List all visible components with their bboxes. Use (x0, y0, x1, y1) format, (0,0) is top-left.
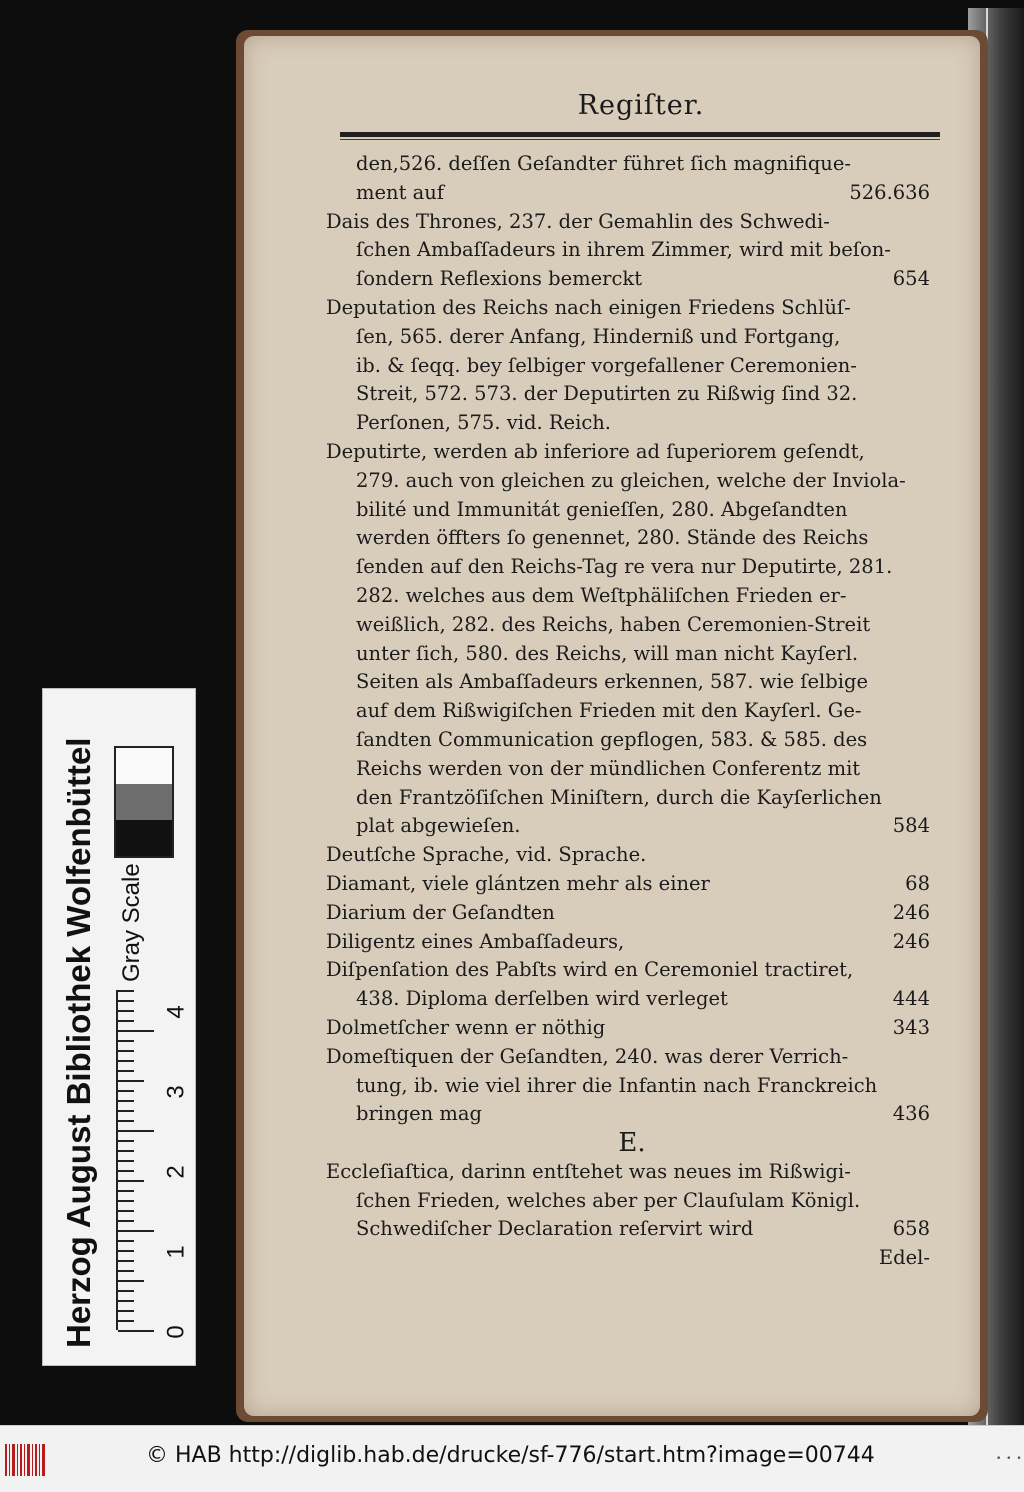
ruler-tick (118, 1180, 144, 1182)
register-line-text: ſenden auf den Reichs-Tag re vera nur Deputirte, 281. (356, 555, 893, 579)
register-line (326, 956, 938, 985)
register-line-text: unter ſich, 580. des Reichs, will man nicht Kayſerl. (356, 641, 859, 665)
footer-bar (0, 1425, 1024, 1492)
register-line-text: Deputation des Reichs nach einigen Friedens Schlüſ- (326, 295, 851, 319)
ruler-tick (118, 1220, 134, 1222)
scale-card-title (60, 688, 100, 1348)
register-line (326, 640, 938, 669)
register-line (326, 812, 938, 841)
register-line-text: Schwediſcher Declaration reſervirt wird (356, 1217, 754, 1241)
register-line (326, 467, 938, 496)
register-line-text: Deutſche Sprache, vid. Sprache. (326, 843, 647, 867)
register-line-text: Diarium der Geſandten (326, 900, 555, 924)
ruler-tick (118, 1040, 134, 1042)
register-line (326, 582, 938, 611)
register-line-text: werden öffters ſo genennet, 280. Stände des Reichs (356, 526, 869, 550)
register-page-number: 246 (892, 900, 930, 924)
register-line (326, 1215, 938, 1244)
register-line-text: Deputirte, werden ab inferiore ad ſuperiorem geſendt, (326, 439, 865, 463)
register-line-text: ment auf (356, 180, 445, 204)
ruler-tick (118, 1320, 134, 1322)
register-line-text: ſchen Ambaſſadeurs in ihrem Zimmer, wird mit beſon- (356, 238, 891, 262)
register-line-text: Dolmetſcher wenn er nöthig (326, 1015, 606, 1039)
register-line-text: 282. welches aus dem Weſtphäliſchen Frieden er- (356, 583, 847, 607)
header-rule-thin (340, 139, 940, 140)
register-page-number: 526.636 (849, 180, 930, 204)
ruler-tick (118, 1280, 144, 1282)
register-line (326, 496, 938, 525)
register-line (326, 438, 938, 467)
register-line (326, 1043, 938, 1072)
gray-scale-label-text: Gray Scale (118, 863, 145, 982)
ruler-tick (118, 1060, 134, 1062)
ruler-tick (118, 1070, 134, 1072)
ruler-tick (118, 1300, 134, 1302)
ruler-tick (118, 1260, 134, 1262)
register-page-number: 68 (905, 871, 930, 895)
ruler-number: 4 (162, 1005, 190, 1019)
ruler-tick (118, 1250, 134, 1252)
ruler-tick (118, 1290, 134, 1292)
register-line (326, 668, 938, 697)
ruler-tick (118, 1210, 134, 1212)
register-line (326, 294, 938, 323)
register-line-text: weißlich, 282. des Reichs, haben Ceremonien-Streit (356, 612, 871, 636)
register-line (326, 179, 938, 208)
ruler-tick (118, 1050, 134, 1052)
gray-swatch-white (114, 746, 174, 786)
register-line (326, 697, 938, 726)
ruler-number: 1 (162, 1245, 190, 1259)
ruler-tick (118, 1140, 134, 1142)
ruler-tick (118, 1100, 134, 1102)
ruler-number: 3 (162, 1085, 190, 1099)
register-line (326, 1129, 938, 1158)
register-line-text: bilité und Immunitát genieſſen, 280. Abgeſandten (356, 497, 848, 521)
ruler-tick (118, 1310, 134, 1312)
register-line-text: Reichs werden von der mündlichen Conferentz mit (356, 756, 861, 780)
register-line-text: Diſpenſation des Pabſts wird en Ceremoniel tractiret, (326, 958, 854, 982)
gray-swatch-black (114, 820, 174, 858)
register-line (326, 784, 938, 813)
register-line-text: auf dem Rißwigiſchen Frieden mit den Kayſerl. Ge- (356, 699, 862, 723)
ruler-tick (118, 1240, 134, 1242)
register-line-text: ib. & ſeqq. bey ſelbiger vorgefallener Ceremonien- (356, 353, 857, 377)
ruler-tick (118, 1230, 154, 1232)
register-page-number: 658 (892, 1217, 930, 1241)
register-line (326, 1100, 938, 1129)
register-line (326, 1244, 938, 1273)
register-page-number: 444 (892, 987, 930, 1011)
register-line-text: tung, ib. wie viel ihrer die Infantin nach Franckreich (356, 1073, 878, 1097)
ruler (116, 990, 158, 1330)
header-title: Regiſter. (577, 90, 705, 121)
ruler-tick (118, 1270, 134, 1272)
register-line-text: 279. auch von gleichen zu gleichen, welche der Inviola- (356, 468, 906, 492)
register-line (326, 1072, 938, 1101)
register-line (326, 409, 938, 438)
barcode-icon (4, 1440, 48, 1480)
register-line (326, 208, 938, 237)
ruler-tick (118, 1110, 134, 1112)
scale-card-title-text: Herzog August Bibliothek Wolfenbüttel (60, 737, 97, 1348)
register-line (326, 870, 938, 899)
register-line-text: ſondern Reflexions bemerckt (356, 267, 643, 291)
register-line-text: den,526. deſſen Geſandter führet ſich magnifique- (356, 152, 851, 175)
register-line-text: plat abgewieſen. (356, 814, 521, 838)
ruler-tick (118, 1170, 134, 1172)
register-line-text: 438. Diploma derſelben wird verleget (356, 987, 728, 1011)
register-line (326, 236, 938, 265)
register-line (326, 755, 938, 784)
register-line (326, 985, 938, 1014)
register-line-text: Diamant, viele glántzen mehr als einer (326, 871, 710, 895)
register-line-text: ſen, 565. derer Anfang, Hinderniß und Fortgang, (356, 324, 841, 348)
ruler-tick (118, 1000, 134, 1002)
ruler-number: 0 (162, 1325, 190, 1339)
register-line-text: Domeſtiquen der Geſandten, 240. was derer Verrich- (326, 1044, 849, 1068)
register-line-text: Streit, 572. 573. der Deputirten zu Rißwig ſind 32. (356, 382, 858, 406)
register-page-number: 246 (892, 929, 930, 953)
register-line (326, 611, 938, 640)
register-line (326, 380, 938, 409)
register-page-number: 343 (892, 1015, 930, 1039)
register-line-text: Seiten als Ambaſſadeurs erkennen, 587. wie ſelbige (356, 670, 869, 694)
ruler-tick (118, 1010, 134, 1012)
ruler-tick (118, 1200, 134, 1202)
register-line (326, 1014, 938, 1043)
ruler-tick (118, 1130, 154, 1132)
register-line-text: ſchen Frieden, welches aber per Clauſulam Königl. (356, 1188, 861, 1212)
register-page-number: Edel- (878, 1246, 930, 1270)
register-line-text: E. (618, 1128, 646, 1159)
ruler-tick (118, 1020, 134, 1022)
register-page-number: 584 (892, 814, 930, 838)
register-entries (326, 150, 938, 1273)
register-line (326, 899, 938, 928)
header-rule (340, 132, 940, 137)
ruler-tick (118, 1120, 134, 1122)
register-page-number: 436 (892, 1102, 930, 1126)
gray-swatch-mid (114, 784, 174, 820)
register-line (326, 524, 938, 553)
register-line (326, 265, 938, 294)
register-line (326, 323, 938, 352)
footer-copyright-link[interactable]: © HAB http://diglib.hab.de/drucke/sf-776/start.htm?image=00744 (146, 1443, 875, 1468)
ruler-tick (118, 1330, 154, 1332)
register-line-text: ſandten Communication gepflogen, 583. & 585. des (356, 727, 868, 751)
ruler-tick (118, 1150, 134, 1152)
ruler-tick (118, 1190, 134, 1192)
register-line-text: den Frantzöſiſchen Miniſtern, durch die Kayſerlichen (356, 785, 882, 809)
register-line (326, 352, 938, 381)
ruler-tick (118, 990, 134, 992)
register-line (326, 150, 938, 179)
ruler-tick (118, 1160, 134, 1162)
gray-scale-label (118, 862, 158, 982)
ruler-tick (118, 1080, 144, 1082)
register-line (326, 553, 938, 582)
ruler-tick (118, 1030, 154, 1032)
register-line (326, 726, 938, 755)
register-line (326, 1187, 938, 1216)
register-page-number: 654 (892, 267, 930, 291)
register-line-text: Diligentz eines Ambaſſadeurs, (326, 929, 625, 953)
register-line (326, 1158, 938, 1187)
footer-dots: • • • (996, 1454, 1023, 1464)
register-line-text: Eccleſiaſtica, darinn entſtehet was neues im Rißwigi- (326, 1159, 851, 1183)
register-line-text: Dais des Thrones, 237. der Gemahlin des Schwedi- (326, 209, 830, 233)
ruler-number: 2 (162, 1165, 190, 1179)
page-header (326, 90, 956, 121)
ruler-tick (118, 1090, 134, 1092)
register-line-text: Perſonen, 575. vid. Reich. (356, 411, 612, 435)
register-line-text: bringen mag (356, 1102, 482, 1126)
register-line (326, 928, 938, 957)
register-line (326, 841, 938, 870)
